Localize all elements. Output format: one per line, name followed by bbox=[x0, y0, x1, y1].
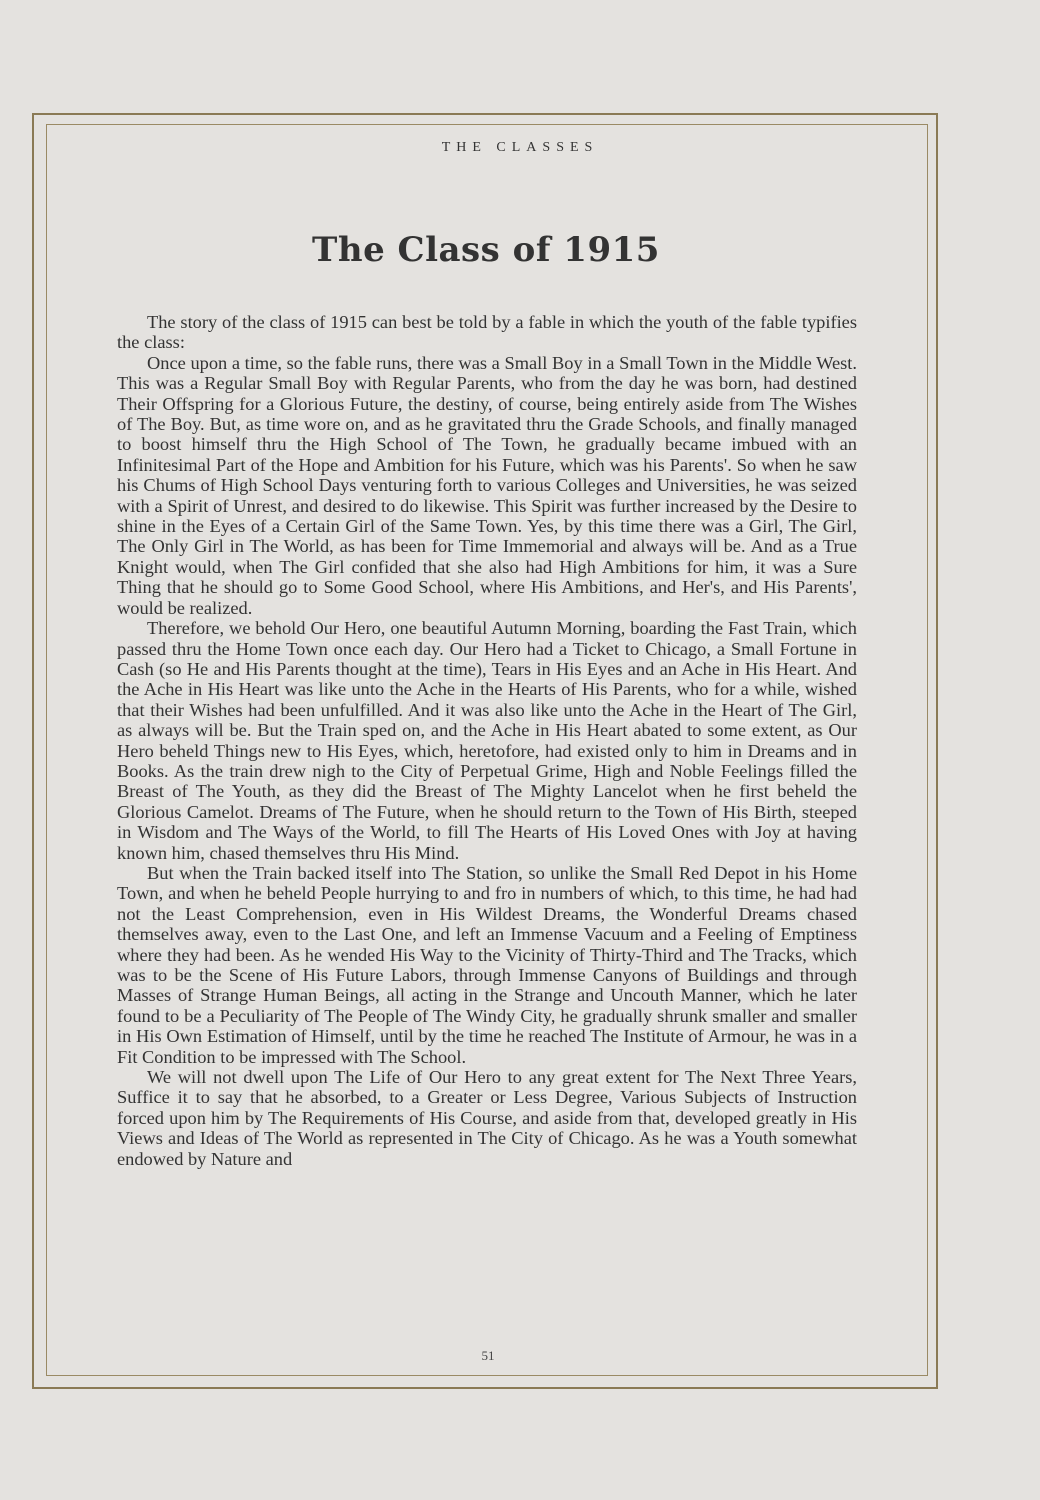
paragraph: The story of the class of 1915 can best be told by a fable in which the youth of the fable typifies the class: bbox=[117, 312, 857, 353]
paragraph: Therefore, we behold Our Hero, one beautiful Autumn Morning, boarding the Fast Train, which passed thru the Home Town once each day. Our Hero had a Ticket to Chicago, a Small Fortune in Cash (so He and His Parents thought at the time), Tears in His Eyes and an Ache in His Heart. And the Ache in His Heart was like unto the Ache in the Hearts of His Parents, who for a while, wished that their Wishes had been unfulfilled. And it was also like unto the Ache in the Heart of The Girl, as always will be. But the Train sped on, and the Ache in His Heart abated to some extent, as Our Hero beheld Things new to His Eyes, which, heretofore, had existed only to him in Dreams and in Books. As the train drew nigh to the City of Perpetual Grime, High and Noble Feelings filled the Breast of The Youth, as they did the Breast of The Mighty Lancelot when he first beheld the Glorious Camelot. Dreams of The Future, when he should return to the Town of His Birth, steeped in Wisdom and The Ways of the World, to fill The Hearts of His Loved Ones with Joy at having known him, chased themselves thru His Mind. bbox=[117, 618, 857, 863]
page-number: 51 bbox=[481, 1348, 495, 1363]
paragraph: Once upon a time, so the fable runs, there was a Small Boy in a Small Town in the Middle West. This was a Regular Small Boy with Regular Parents, who from the day he was born, had destined Their Offspring for a Glorious Future, the destiny, of course, being entirely aside from The Wishes of The Boy. But, as time wore on, and as he gravitated thru the Grade Schools, and finally managed to boost himself thru the High School of The Town, he gradually became imbued with an Infinitesimal Part of the Hope and Ambition for his Future, which was his Parents'. So when he saw his Chums of High School Days venturing forth to various Colleges and Universities, he was seized with a Spirit of Unrest, and desired to do likewise. This Spirit was further increased by the Desire to shine in the Eyes of a Certain Girl of the Same Town. Yes, by this time there was a Girl, The Girl, The Only Girl in The World, as has been for Time Immemorial and always will be. And as a True Knight would, when The Girl confided that she also had High Ambitions for him, it was a Sure Thing that he should go to Some Good School, where His Ambitions, and Her's, and His Parents', would be realized. bbox=[117, 352, 857, 618]
paragraph: But when the Train backed itself into The Station, so unlike the Small Red Depot in his Home Town, and when he beheld People hurrying to and fro in numbers of which, to this time, he had had not the Least Comprehension, even in His Wildest Dreams, the Wonderful Dreams chased themselves away, even to the Last One, and left an Immense Vacuum and a Feeling of Emptiness where they had been. As he wended His Way to the Vicinity of Thirty-Third and The Tracks, which was to be the Scene of His Future Labors, through Immense Canyons of Buildings and through Masses of Strange Human Beings, all acting in the Strange and Uncouth Manner, which he later found to be a Peculiarity of The People of The Windy City, he gradually shrunk smaller and smaller in His Own Estimation of Himself, until by the time he reached The Institute of Armour, he was in a Fit Condition to be impressed with The School. bbox=[117, 862, 857, 1067]
body-text bbox=[117, 312, 857, 1169]
running-head: THE CLASSES bbox=[441, 140, 599, 155]
page-title: The Class of 1915 bbox=[312, 230, 660, 270]
paragraph: We will not dwell upon The Life of Our Hero to any great extent for The Next Three Years, Suffice it to say that he absorbed, to a Greater or Less Degree, Various Subjects of Instruction forced upon him by The Requirements of His Course, and aside from that, developed greatly in His Views and Ideas of The World as represented in The City of Chicago. As he was a Youth somewhat endowed by Nature and bbox=[117, 1067, 857, 1169]
